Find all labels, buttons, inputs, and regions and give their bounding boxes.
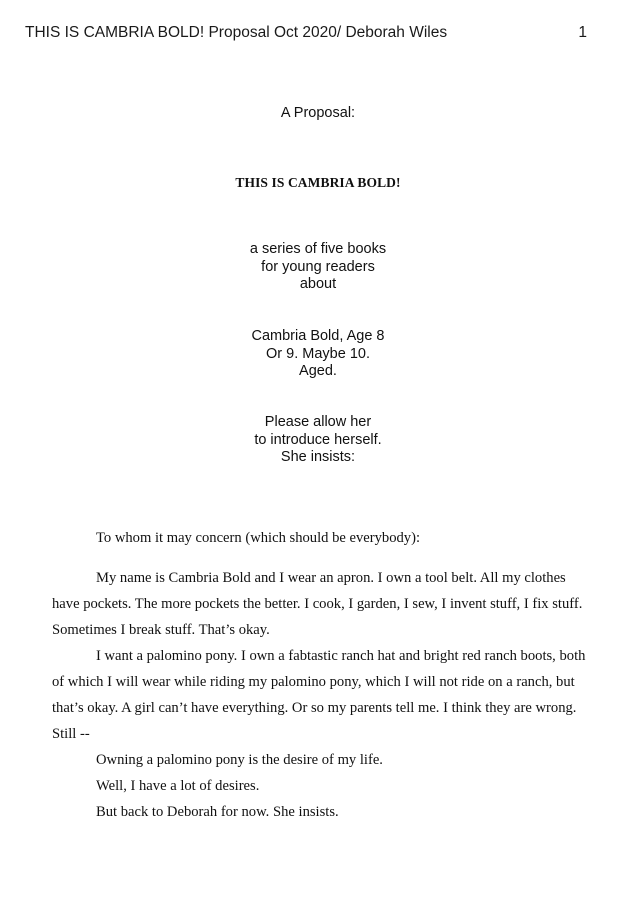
series-line: a series of five books (249, 241, 387, 257)
series-line: for young readers (261, 258, 375, 275)
character-description (0, 328, 636, 381)
proposal-label: A Proposal: (280, 105, 356, 121)
letter-paragraph: My name is Cambria Bold and I wear an apron. I own a tool belt. All my clothes have pockets. The more pockets the better. I cook, I garden, I sew, I invent stuff, I fix stuff. Sometimes I break stuff. That’s okay. (52, 570, 583, 638)
book-title: THIS IS CAMBRIA BOLD! (235, 175, 401, 190)
series-description (0, 241, 636, 294)
character-line: Aged. (299, 363, 337, 379)
introduction-prompt (0, 414, 636, 467)
running-header-title: THIS IS CAMBRIA BOLD! Proposal Oct 2020/ Deborah Wiles (25, 24, 448, 41)
letter-body (52, 565, 592, 825)
series-line: about (299, 276, 337, 292)
character-line: Cambria Bold, Age 8 (251, 328, 385, 344)
character-line: Or 9. Maybe 10. (266, 345, 370, 362)
letter-paragraph: I want a palomino pony. I own a fabtastic ranch hat and bright red ranch boots, both of which I will wear while riding my palomino pony, which I will not ride on a ranch, but that’s okay. A girl can’t have everything. Or so my parents tell me. I think they are wrong. Still -- (52, 648, 586, 742)
letter-paragraph: Well, I have a lot of desires. (96, 778, 260, 794)
page-header (25, 24, 587, 46)
intro-line: to introduce herself. (254, 431, 382, 448)
letter-paragraph: But back to Deborah for now. She insists. (96, 804, 339, 820)
intro-line: She insists: (280, 449, 356, 465)
letter-paragraph: Owning a palomino pony is the desire of my life. (96, 752, 383, 768)
proposal-heading (0, 105, 636, 123)
page-number: 1 (578, 24, 587, 41)
intro-line: Please allow her (264, 414, 372, 430)
letter-salutation: To whom it may concern (which should be everybody): (96, 530, 421, 546)
